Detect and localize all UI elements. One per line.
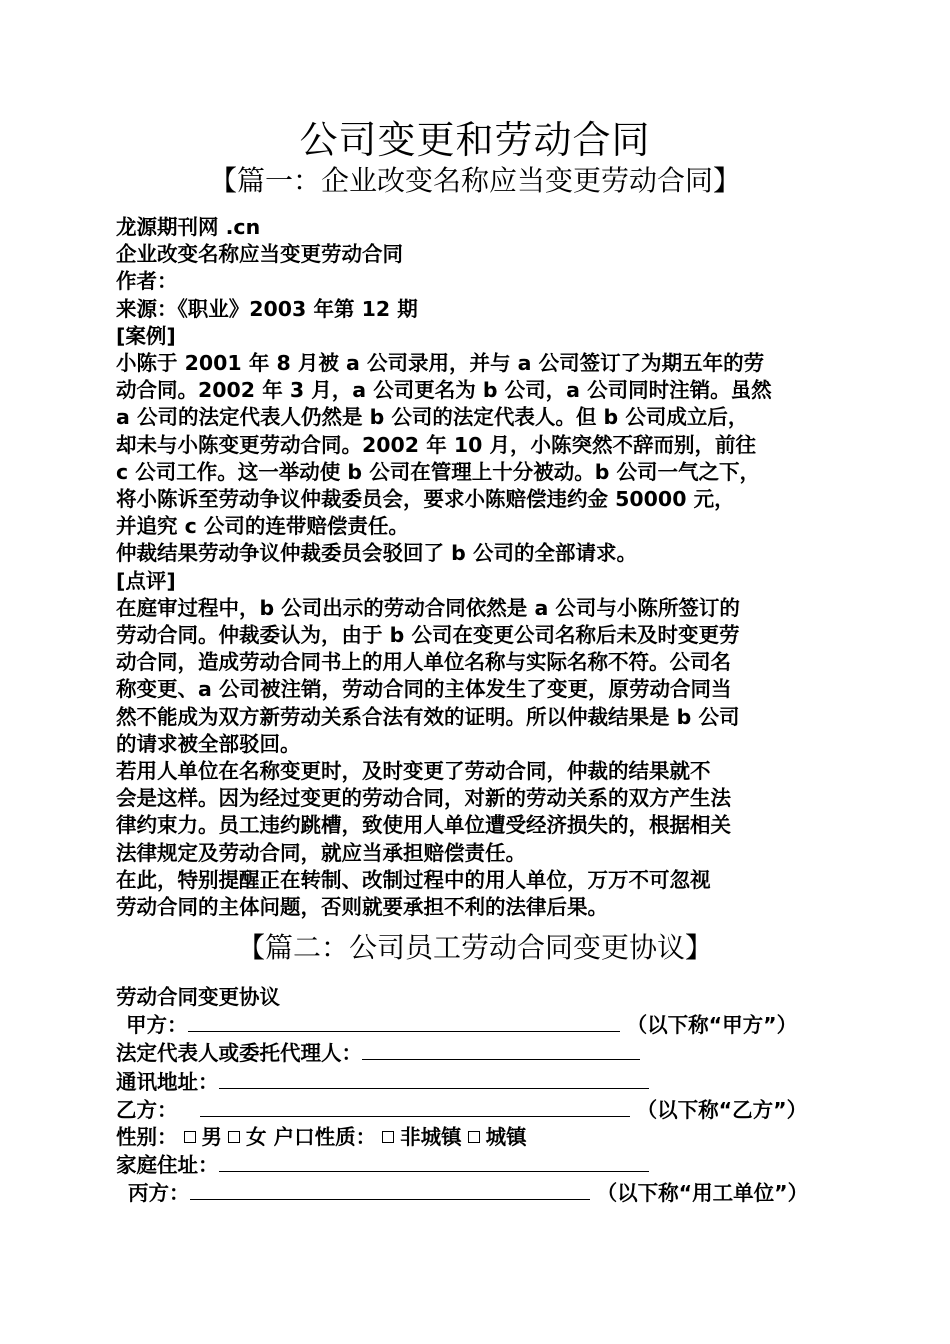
body-line: 称变更、a 公司被注销，劳动合同的主体发生了变更，原劳动合同当 xyxy=(116,677,732,702)
section1-heading: 【篇一：企业改变名称应当变更劳动合同】 xyxy=(208,164,741,197)
body-line: 动合同，造成劳动合同书上的用人单位名称与实际名称不符。公司名 xyxy=(116,650,731,675)
body-line: 仲裁结果劳动争议仲裁委员会驳回了 b 公司的全部请求。 xyxy=(116,541,637,566)
body-line: 会是这样。因为经过变更的劳动合同，对新的劳动关系的双方产生法 xyxy=(116,786,731,811)
party-a-blank[interactable] xyxy=(188,1011,620,1032)
non-urban-checkbox[interactable] xyxy=(382,1131,394,1143)
agreement-form xyxy=(116,984,838,1208)
address-blank[interactable] xyxy=(219,1068,649,1089)
legal-rep-blank[interactable] xyxy=(362,1039,640,1060)
urban-checkbox[interactable] xyxy=(468,1131,480,1143)
address-row xyxy=(116,1068,838,1096)
home-address-row xyxy=(116,1151,838,1179)
body-line: 在此，特别提醒正在转制、改制过程中的用人单位，万万不可忽视 xyxy=(116,867,711,892)
party-c-blank[interactable] xyxy=(190,1179,590,1200)
body-line: a 公司的法定代表人仍然是 b 公司的法定代表人。但 b 公司成立后， xyxy=(116,405,749,430)
home-address-label: 家庭住址： xyxy=(116,1153,219,1178)
party-b-row xyxy=(116,1096,838,1124)
party-b-label: 乙方： xyxy=(116,1097,178,1122)
body-line: 却未与小陈变更劳动合同。2002 年 10 月，小陈突然不辞而别，前往 xyxy=(116,432,756,457)
body-line: 律约束力。员工违约跳槽，致使用人单位遭受经济损失的，根据相关 xyxy=(116,813,731,838)
gender-hukou-row xyxy=(116,1124,838,1151)
line-author: 作者： xyxy=(116,269,178,294)
body-line: 劳动合同的主体问题，否则就要承担不利的法律后果。 xyxy=(116,895,608,920)
body-line: 的请求被全部驳回。 xyxy=(116,731,301,756)
document-title: 公司变更和劳动合同 xyxy=(299,118,651,162)
address-label: 通讯地址： xyxy=(116,1069,219,1094)
body-line: 小陈于 2001 年 8 月被 a 公司录用，并与 a 公司签订了为期五年的劳 xyxy=(116,351,765,376)
body-line: 然不能成为双方新劳动关系合法有效的证明。所以仲裁结果是 b 公司 xyxy=(116,704,740,729)
female-label: 女 xyxy=(246,1125,267,1150)
gender-label: 性别： xyxy=(116,1125,178,1150)
female-checkbox[interactable] xyxy=(228,1131,240,1143)
party-c-suffix: （以下称“用工单位”） xyxy=(596,1181,809,1206)
body-line: 若用人单位在名称变更时，及时变更了劳动合同，仲裁的结果就不 xyxy=(116,759,711,784)
line-source: 来源：《职业》2003 年第 12 期 xyxy=(116,296,418,321)
body-line: 在庭审过程中，b 公司出示的劳动合同依然是 a 公司与小陈所签订的 xyxy=(116,595,740,620)
male-label: 男 xyxy=(201,1125,222,1150)
body-line: 动合同。2002 年 3 月，a 公司更名为 b 公司，a 公司同时注销。虽然 xyxy=(116,378,772,403)
urban-label: 城镇 xyxy=(485,1125,527,1150)
body-line: 劳动合同。仲裁委认为，由于 b 公司在变更公司名称后未及时变更劳 xyxy=(116,623,740,648)
body-line: 将小陈诉至劳动争议仲裁委员会，要求小陈赔偿违约金 50000 元， xyxy=(116,487,735,512)
party-b-blank[interactable] xyxy=(200,1096,630,1117)
party-b-suffix: （以下称“乙方”） xyxy=(636,1097,808,1122)
legal-rep-label: 法定代表人或委托代理人： xyxy=(116,1041,362,1066)
home-address-blank[interactable] xyxy=(219,1151,649,1172)
party-a-label: 甲方： xyxy=(126,1013,188,1038)
section2-heading: 【篇二：公司员工劳动合同变更协议】 xyxy=(236,931,713,964)
party-c-row xyxy=(116,1179,838,1207)
line-source-site: 龙源期刊网 .cn xyxy=(116,215,261,239)
line-case-tag: [案例] xyxy=(116,323,176,348)
non-urban-label: 非城镇 xyxy=(400,1125,462,1150)
body-line: 法律规定及劳动合同，就应当承担赔偿责任。 xyxy=(116,840,526,865)
party-c-label: 丙方： xyxy=(128,1181,190,1206)
section1-body xyxy=(116,214,838,921)
line-comment-tag: [点评] xyxy=(116,568,176,593)
agreement-title: 劳动合同变更协议 xyxy=(116,985,280,1009)
body-line: 并追究 c 公司的连带赔偿责任。 xyxy=(116,514,409,539)
party-a-row xyxy=(116,1011,838,1039)
male-checkbox[interactable] xyxy=(184,1131,196,1143)
hukou-label: 户口性质： xyxy=(273,1125,377,1150)
line-article-title: 企业改变名称应当变更劳动合同 xyxy=(116,242,403,267)
body-line: c 公司工作。这一举动使 b 公司在管理上十分被动。b 公司一气之下， xyxy=(116,459,761,484)
party-a-suffix: （以下称“甲方”） xyxy=(626,1013,798,1038)
legal-rep-row xyxy=(116,1039,838,1067)
